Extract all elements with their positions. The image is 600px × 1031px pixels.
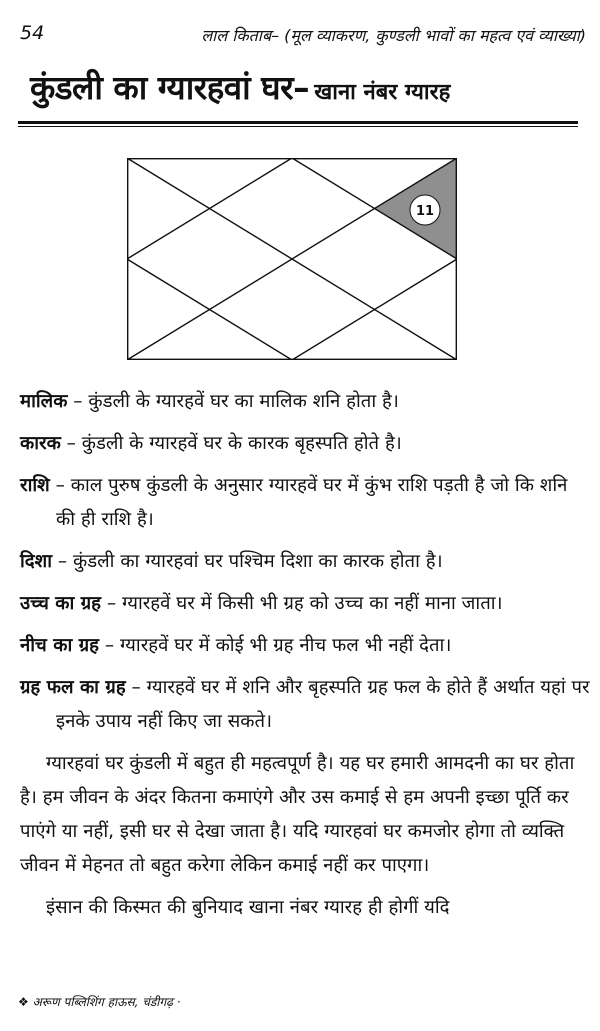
entry-disha — [20, 545, 590, 579]
entry-text: – काल पुरुष कुंडली के अनुसार ग्यारहवें घर में कुंभ राशि पड़ती है जो कि शनि की ही राशि है। — [55, 475, 568, 530]
entry-text: – ग्यारहवें घर में कोई भी ग्रह नीच फल भी नहीं देता। — [104, 635, 452, 656]
page-header — [20, 22, 588, 52]
entry-text: – ग्यारहवें घर में किसी भी ग्रह को उच्च का नहीं माना जाता। — [106, 593, 503, 614]
kundali-chart — [127, 158, 457, 360]
publisher-footer: ❖ अरूण पब्लिशिंग हाऊस, चंडीगढ़ · — [18, 995, 181, 1009]
entry-text: – कुंडली के ग्यारहवें घर के कारक बृहस्पति होते है। — [66, 433, 402, 454]
title-rule-thin — [18, 126, 578, 127]
entry-malik — [20, 385, 590, 419]
chapter-title-sub: खाना नंबर ग्यारह — [314, 80, 451, 105]
entry-text: – कुंडली का ग्यारहवां घर पश्चिम दिशा का कारक होता है। — [57, 551, 443, 572]
entry-term: कारक — [20, 433, 61, 454]
entry-term: मालिक — [20, 391, 68, 412]
entry-term: दिशा — [20, 551, 52, 572]
chapter-title — [30, 64, 590, 120]
entry-term: राशि — [20, 475, 50, 496]
page-number: 54 — [20, 22, 45, 44]
entry-text: – ग्यारहवें घर में शनि और बृहस्पति ग्रह फल के होते हैं अर्थात यहां पर इनके उपाय नहीं किए जा सकते। — [56, 677, 590, 732]
running-title: लाल किताब– (मूल व्याकरण, कुण्डली भावों का महत्व एवं व्याख्या) — [201, 26, 586, 45]
title-rule-thick — [18, 121, 578, 124]
body-paragraph: इंसान की किस्मत की बुनियाद खाना नंबर ग्यारह ही होगीं यदि — [46, 897, 450, 918]
entry-term: नीच का ग्रह — [20, 635, 99, 656]
entry-graha-phal — [20, 671, 590, 739]
entry-uchcha-graha — [20, 587, 590, 621]
entry-rashi — [20, 469, 590, 537]
house-11-label: 11 — [415, 204, 435, 219]
chapter-title-main: कुंडली का ग्यारहवां घर– — [30, 68, 310, 107]
entry-term: उच्च का ग्रह — [20, 593, 101, 614]
entry-karak — [20, 427, 590, 461]
page-content — [20, 385, 590, 933]
entry-term: ग्रह फल का ग्रह — [20, 677, 126, 698]
body-paragraph: ग्यारहवां घर कुंडली में बहुत ही महत्वपूर्ण है। यह घर हमारी आमदनी का घर होता है। हम जीवन के अंदर कितना कमाएंगे और उस कमाई से हम अपनी इच्छा पूर्ति कर पाएंगे या नहीं, इसी घर से देखा जाता है। यदि ग्यारहवां घर कमजोर होगा तो व्यक्ति जीवन में मेहनत तो बहुत करेगा लेकिन कमाई नहीं कर पाएगा। — [20, 753, 575, 876]
entry-text: – कुंडली के ग्यारहवें घर का मालिक शनि होता है। — [73, 391, 399, 412]
entry-neech-graha — [20, 629, 590, 663]
